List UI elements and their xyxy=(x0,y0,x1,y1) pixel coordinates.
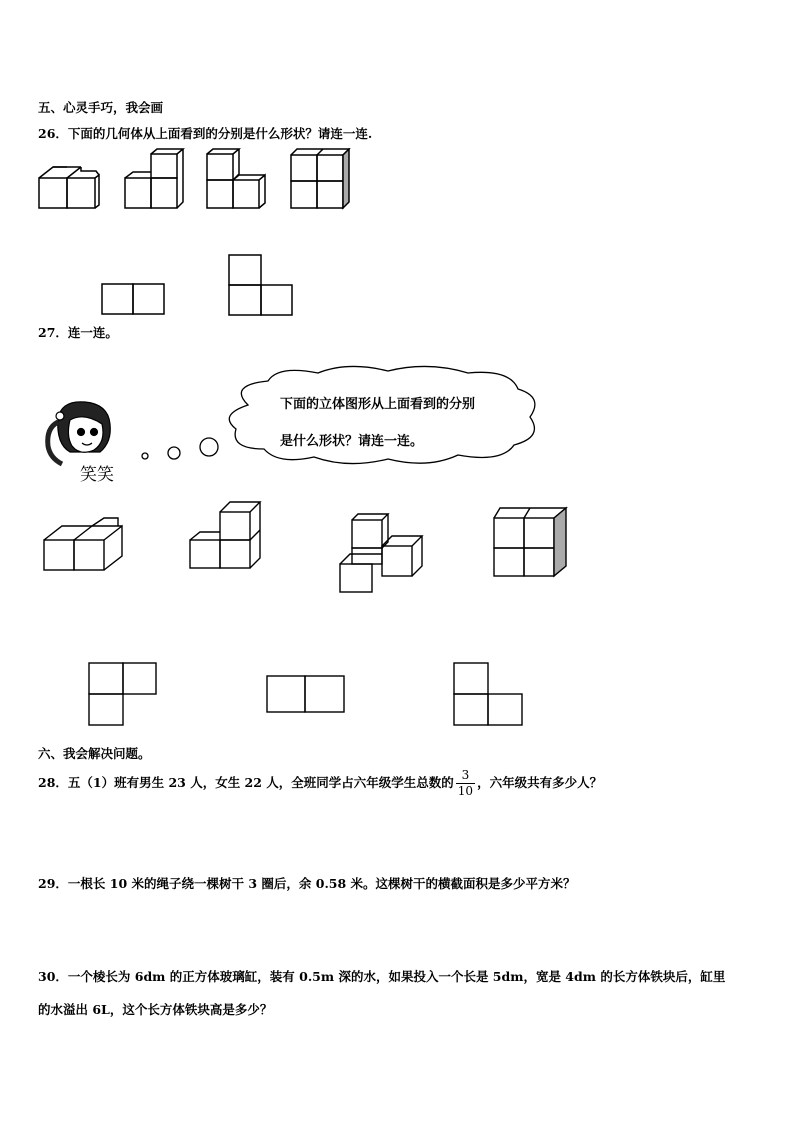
q26-solids xyxy=(36,148,366,214)
q26-solid-4 xyxy=(291,149,349,208)
q26-solid-1 xyxy=(39,167,99,208)
q27-view-3 xyxy=(452,660,526,728)
q30-line-1: 30．一个棱长为 6dm 的正方体玻璃缸，装有 0.5m 深的水，如果投入一个长是 5dm，宽是 4dm 的长方体铁块后，缸里 xyxy=(38,969,726,984)
q26-text: 26．下面的几何体从上面看到的分别是什么形状？请连一连. xyxy=(38,126,373,141)
q26-view-2 xyxy=(227,253,295,317)
q27-solid-1 xyxy=(40,510,124,574)
q28-after: ，六年级共有多少人？ xyxy=(477,775,603,790)
section5-title: 五、心灵手巧，我会画 xyxy=(38,100,164,115)
q27-view-1 xyxy=(87,660,159,728)
q27-solid-3 xyxy=(336,506,430,596)
q28-fraction xyxy=(456,768,475,799)
bubble-line-1: 下面的立体图形从上面看到的分别 xyxy=(280,397,476,412)
q26-view-1 xyxy=(100,282,166,316)
q29-text: 29．一根长 10 米的绳子绕一棵树干 3 圈后，余 0.58 米。这棵树干的横截面积是多少平方米？ xyxy=(38,876,576,891)
q30-line-2: 的水溢出 6L，这个长方体铁块高是多少？ xyxy=(38,1002,273,1017)
q26-solid-2 xyxy=(125,149,183,208)
q28-before: 28．五（1）班有男生 23 人，女生 22 人，全班同学占六年级学生总数的 xyxy=(38,775,454,790)
q27-view-2 xyxy=(265,674,347,714)
q27-solid-4 xyxy=(490,504,570,580)
q28-line xyxy=(38,766,602,800)
q26-solid-3 xyxy=(207,149,265,208)
bubble-line-2: 是什么形状？请连一连。 xyxy=(280,434,424,449)
q28-frac-den: 10 xyxy=(457,784,474,798)
q27-solid-2 xyxy=(186,496,266,572)
q27-text: 27．连一连。 xyxy=(38,325,118,340)
q28-frac-num: 3 xyxy=(456,768,475,784)
thought-bubble xyxy=(138,365,548,469)
section6-title: 六、我会解决问题。 xyxy=(38,746,151,761)
girl-name: 笑笑 xyxy=(80,465,114,485)
